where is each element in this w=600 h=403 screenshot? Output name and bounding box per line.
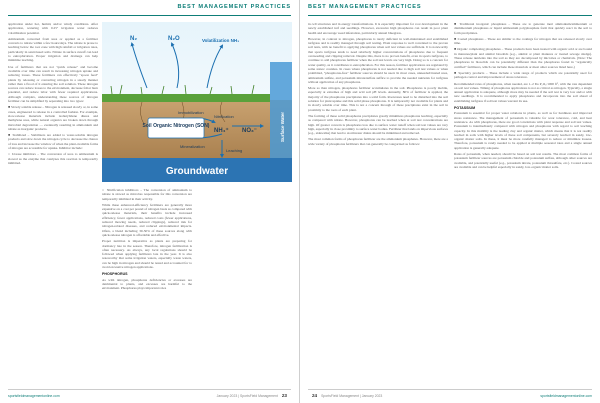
page-number: 24 bbox=[312, 393, 318, 398]
n2-label: N₂ bbox=[130, 36, 137, 42]
immobilization-label: Immobilization bbox=[178, 110, 204, 115]
surface-water-body bbox=[270, 62, 292, 158]
page-number: 23 bbox=[281, 393, 287, 398]
paragraph: ■ Slowly soluble release – Nitrogen is released slowly or, in some cases, engineered to release in a controlled fashion. For example, slow-release materials include isobutylidene diurea and methylene urea, while natural organics are broken down through microbial degradation — eventually resulting in ammonium and nitrate as inorganic products. bbox=[8, 105, 98, 131]
right-running-header: BEST MANAGEMENT PRACTICES bbox=[308, 4, 592, 16]
paragraph: in cell structures and in energy transformations. It is especially important for root development in the newly established turf and seedlings. However, excessive high phosphorus can result in poor plant health and encourage weed infestation, particularly annual bluegrass. bbox=[308, 22, 448, 35]
turf-layer bbox=[102, 94, 270, 102]
right-footer bbox=[308, 389, 592, 399]
paragraph: The forming of these solid phosphorus precipitates greatly minimizes phosphorus leaching, especially as compared with nitrate. However, phosphorus can be leached when at soil test concentrations are high. Of greater concern is phosphorus loss due to surface water runoff when soil test values are very high, especially in close proximity to surface water bodies. Fertilizer that lands on impervious surfaces (e.g., sidewalks) that lead to stormwater drains should be minimized and removed. bbox=[308, 113, 448, 136]
nitrification-label: Nitrification bbox=[214, 114, 234, 119]
left-running-header: BEST MANAGEMENT PRACTICES bbox=[8, 4, 291, 16]
paragraph: ○ Nitrification inhibitors – The conversion of ammonium to nitrate is slowed as microbes responsible for this conversion are temporarily inhibited in their activity. bbox=[102, 188, 192, 201]
paragraph: ■ Stabilized – Stabilizers are added to water-soluble nitrogen products and slow down the nitrogen cycle to decrease the chance of loss and increase the window of when the plant-available forms of nitrogen are accessible for uptake. Inhibitor include: bbox=[8, 133, 98, 151]
paragraph: ■ Coated phosphates – These are similar to the coatings for nitrogen that are released slowly over time. bbox=[454, 36, 592, 46]
surface-water-label: Surface Water bbox=[280, 111, 285, 142]
paragraph: Ammonium converted from urea or applied as a fertilizer converts to nitrate within a few hours/days. The nitrate is prone to leaching below the root zone with high rainfall or irrigation rates, particularly in sand-based soils. Nitrate in surface runoff can lead to eutrophication. Proper irrigation and drainage can help minimize leaching. bbox=[8, 36, 98, 63]
paragraph: While these enhanced-efficiency fertilizers are generally more expensive on a cost per pound of nitrogen basis as compared with quick-release materials, their benefits include increased efficiency, fewer applications, reduced costs (fewer applications, reduced mowing needs, reduced clippings), reduced risk for nitrogen-related diseases, and reduced environmental impacts. Often, a blend including 30-50% of these sources along with quick-release nitrogen is affordable and effective. bbox=[102, 202, 192, 237]
paragraph: ■ Organic complexing phosphates – These products have been treated with organic acid or are bound in manures/plant and animal biosolids (e.g., animal or plant manures or treated sewage sludge). These release nutrients into the soil as they are decomposed by microbes or chemicals. (Note: The phosphorus in biosolids can be potentially different than the phosphorus found in "organically certified" fertilizers, which can include these materials or meat other sources listed here.) bbox=[454, 47, 592, 69]
nitrate-label: NO₃⁻ bbox=[242, 128, 257, 134]
paragraph: Rates of potassium, when needed, should be based on soil test results. The most common forms of potassium fertilizer sources are potassium chloride and potassium sulfate, although other sources are available, and potentially useful (e.g., potassium nitrate, potassium thiosulfate, etc.). Coated sources are available and can be helpful especially in sandy, low-organic matter soils. bbox=[454, 152, 592, 169]
paragraph: Potassium is essential for proper water relations in plants, as well as for hardiness and improved stress resistance. The management of potassium is valuable for wear tolerance, cold, and heat resistance. As with phosphorus, there are good correlations with plant response and soil test values. Potassium is intermediately compared with nitrogen and phosphorus with regard to soil leaching capacity. In this mobility is the leading clay and organic matter, which means that it is not readily leached in soils with higher levels of these soil components, but severely leached in sandy, low-organic matter soils. In these, it must be more carefully managed to reduce or minimize lossess. Therefore, potassium is rarely needed to be applied at multiple seasonal rates and a single annual application is generally adequate. bbox=[454, 111, 592, 150]
paragraph: The most common forms of phosphorus fertilizer are the ammonium phosphates. However, there are a wide variety of phosphorus fertilizers that can generally be categorized as follows: bbox=[308, 137, 448, 146]
groundwater-label: Groundwater bbox=[165, 166, 229, 177]
footer-publication: SportsField Management | January 2023 bbox=[321, 393, 383, 398]
left-column-3 bbox=[200, 188, 290, 382]
section-heading-potassium: POTASSIUM bbox=[454, 106, 476, 111]
nitrogen-cycle-figure bbox=[102, 22, 292, 182]
right-column-2 bbox=[454, 22, 592, 382]
section-heading-phosphorus: PHOSPHORUS bbox=[102, 272, 128, 277]
left-column-2 bbox=[102, 188, 192, 382]
paragraph: ■ Specialty products – These include a wide range of products which are potentially used for pathogen control and improvement of stress tolerance. bbox=[454, 70, 592, 80]
paragraph: More so than nitrogen, phosphorus fertilizer accumulates in the soil. Phosphorus is poorly mobile, especially at extremes of high and acid soil pH levels. Annually, 80% of fertilizer is applied, the majority of the phosphorus precipitates into a solid form. Rootzones need to be disturbed into the soil solution for plant uptake and this solid phase phosphorus. It is temporarily not available for plants and in slowly soluble over time. This is not a concern through of these precipitates exist in the soil in proximity to the roots of each plant. bbox=[308, 86, 448, 112]
paragraph: ■ Traditional inorganic phosphates – These are to generate inert ammonium/ammonium or diammonium phosphates or liquid ammonium polyphosphate form that quickly react in the soil to form precipitates. bbox=[454, 22, 592, 35]
ammonium-label: NH₄⁺ bbox=[214, 128, 229, 134]
paragraph: Use of fertilizers that are not "quick release" and become available over time can result in increasing nitrogen uptake and reducing losses. These fertilizers can effectively "spoon feed" plants by releasing or converting nitrogen in a steady manner rather than a flood of it entering the soil solution. These nitrogen sources can reduce losses to the environment, decrease foliar burn potential, and reduce labor with fewer required applications. Although complex, understanding these sources of nitrogen fertilizer can be simplified by separating into two types: bbox=[8, 64, 98, 104]
n2o-label: N₂O bbox=[168, 36, 180, 42]
left-column-1 bbox=[8, 22, 98, 382]
footer-url[interactable]: sportsfieldmanagementonline.com bbox=[8, 393, 60, 398]
paragraph: Proper nutrition is imperative as plants are preparing for dormancy late in the season. Therefore, nitrogen fertilization is often necessary. As always, any local regulations should be followed when applying fertilizers late in the year. It is also noteworthy that some irrigation waters, especially waste waters, can be high in nitrogen and should be tested and accounted for to avoid excessive nitrogen applications. bbox=[102, 239, 192, 270]
right-column-1 bbox=[308, 22, 448, 382]
paragraph: As with nitrogen, phosphorus deficiencies or excesses are detrimental to plants, and excesses are harmful to the environment. Phosphorus plays important roles bbox=[102, 277, 192, 291]
paragraph: Recommended rates of phosphorus, when needed, are 1–2 lbs P₂O₅/1000 ft², with the rate dependent on soil test values. Timing of phosphorus applications is not as critical as nitrogen. Typically, a single annual application is adequate, although more may be needed if the soil test is very low and/or with new seedlings. It is recommended to apply phosphorus and incorporate into the soil ahead of establishing turfgrass if soil test values warrant its use. bbox=[454, 81, 592, 103]
paragraph: application under hot, humid, and/or windy conditions. After application, watering with 0.25" irrigation water reduces volatilization potential. bbox=[8, 22, 98, 35]
son-label: Soil Organic Nitrogen (SON) bbox=[142, 123, 210, 129]
left-footer bbox=[8, 389, 291, 399]
mineralization-label: Mineralization bbox=[180, 144, 205, 149]
right-page bbox=[300, 0, 600, 403]
paragraph: However, in contrast to nitrogen, phosphorus is rarely deficient in well-maintained and established turfgrass and is readily managed through soil testing. Plant response is well correlated to the proven soil tests, with no benefit to applying phosphorus when soil test values are sufficient. It is noteworthy that sports turfgrass tends to need relatively higher concentrations of phosphorus due to frequent overseeding and clipping removal. Despite this, there is no proven benefit, even in sports turfgrass, to continue to add phosphorus fertilizer when the soil test levels are very high. Doing so is a concern for water quality, as it contributes to eutrophication. For this reason, fertilizer applications are regulated by some states/ counties. In cases where phosphorus is not needed due to high soil test values or when prohibited, "phosphorus-free" fertilizer sources should be used. In most cases, unneeded/trusted urea, ammonium sulfate, and potassium nitrate/sulfate suffice to provide the needed nutrients for turfgrass without application of any phosphorus. bbox=[308, 36, 448, 84]
paragraph: ○ Urease inhibitors – The conversion of urea to ammonium is slowed as the enzyme that catalyzes this reaction is temporarily inhibited. bbox=[8, 152, 98, 165]
volatilization-label: Volatilization NH₃ bbox=[202, 38, 240, 43]
footer-publication: January 2023 | SportsField Management bbox=[216, 393, 278, 398]
leaching-label: Leaching bbox=[226, 148, 243, 153]
footer-url[interactable]: sportsfieldmanagementonline.com bbox=[540, 393, 592, 398]
